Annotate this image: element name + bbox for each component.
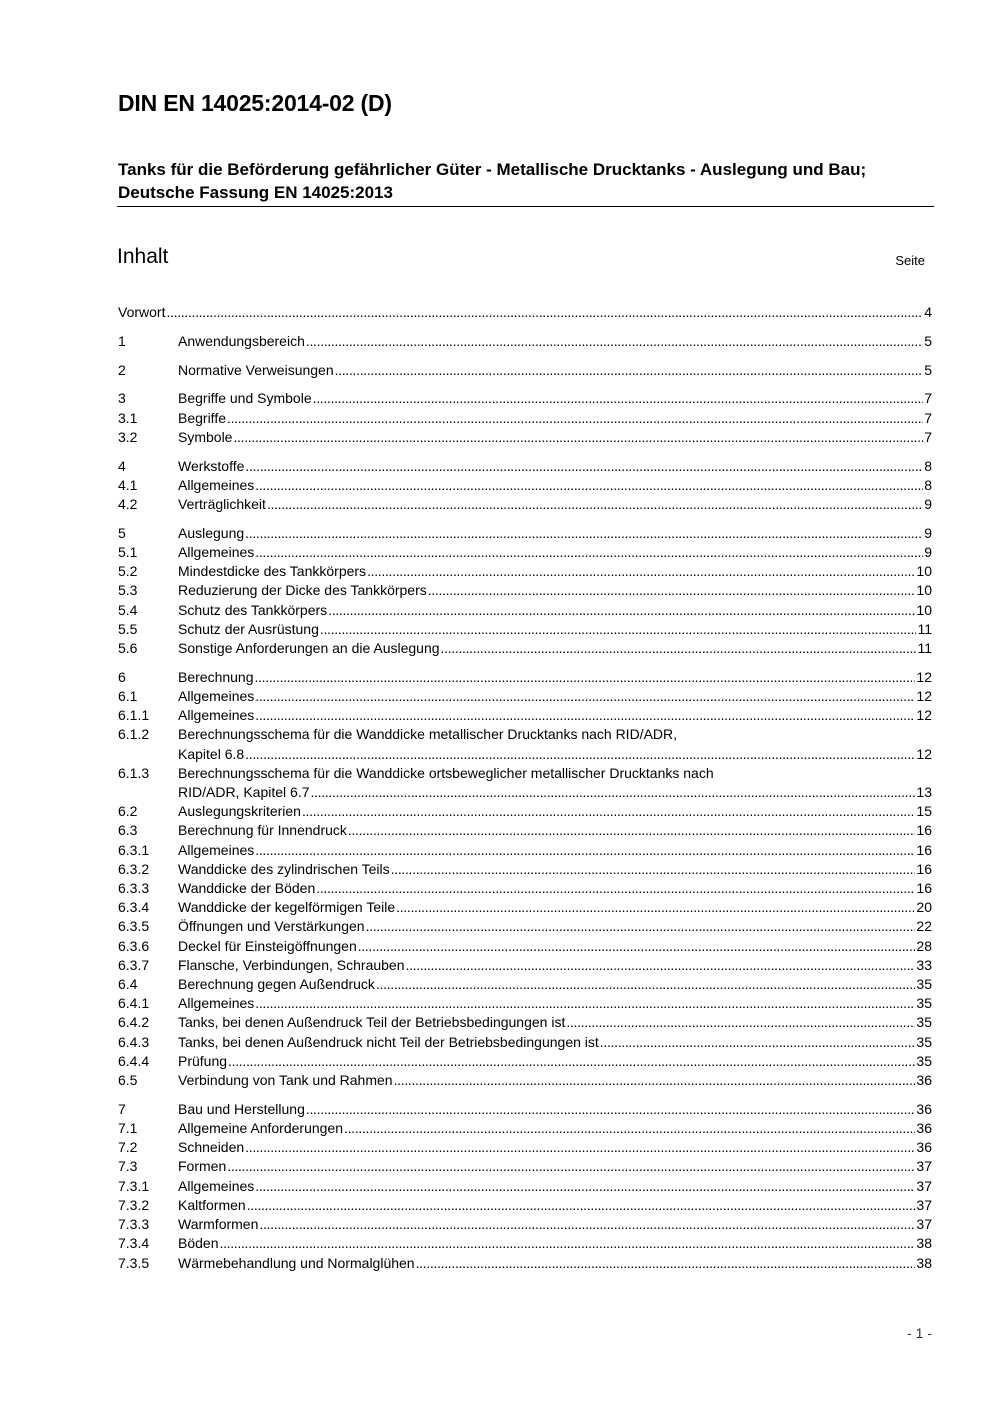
toc-dot-leader — [416, 1254, 916, 1273]
toc-entry[interactable] — [118, 706, 932, 725]
toc-dot-leader — [306, 332, 923, 351]
toc-entry-number: 7 — [118, 1100, 126, 1117]
toc-dot-leader — [255, 841, 915, 860]
toc-dot-leader — [313, 389, 924, 408]
toc-entry-title: Allgemeines — [178, 841, 255, 858]
toc-entry[interactable] — [118, 1013, 932, 1032]
toc-entry-page: 9 — [924, 524, 932, 541]
toc-dot-leader — [255, 706, 915, 725]
toc-entry[interactable] — [118, 1033, 932, 1052]
toc-entry-title: Allgemeines — [178, 476, 255, 493]
toc-entry-title: Schutz des Tankkörpers — [178, 601, 328, 618]
toc-entry[interactable] — [118, 994, 932, 1013]
toc-entry-title: Schneiden — [178, 1139, 245, 1156]
toc-dot-leader — [358, 937, 916, 956]
toc-entry-page: 35 — [916, 995, 932, 1012]
toc-entry-page: 8 — [924, 457, 932, 474]
document-title: DIN EN 14025:2014-02 (D) — [118, 90, 392, 116]
toc-entry-title: Wanddicke der Böden — [178, 880, 316, 897]
toc-entry-title: Berechnungsschema für die Wanddicke metallischer Drucktanks nach RID/ADR, — [178, 726, 678, 743]
toc-entry-page: 22 — [916, 918, 932, 935]
toc-entry-number: 6.4.3 — [118, 1033, 150, 1050]
toc-dot-leader — [335, 361, 924, 380]
toc-entry-title: Kaltformen — [178, 1196, 246, 1213]
toc-dot-leader — [219, 1234, 915, 1253]
document-subtitle: Tanks für die Beförderung gefährlicher Güter - Metallische Drucktanks - Auslegung und Bau; Deutsche Fassung EN 14025:2013 — [118, 160, 867, 202]
toc-entry-title: Berechnungsschema für die Wanddicke ortsbeweglicher metallischer Drucktanks nach — [178, 764, 714, 781]
toc-entry-title: Anwendungsbereich — [178, 332, 305, 349]
toc-entry-title: Begriffe und Symbole — [178, 390, 312, 407]
toc-dot-leader — [441, 639, 917, 658]
toc-entry[interactable] — [118, 687, 932, 706]
toc-dot-leader — [306, 1100, 916, 1119]
toc-entry-page: 7 — [924, 409, 932, 426]
toc-entry-page: 9 — [924, 544, 932, 560]
toc-entry[interactable] — [118, 802, 932, 821]
toc-entry[interactable] — [118, 1138, 932, 1157]
toc-entry-number: 6.1 — [118, 688, 138, 705]
toc-entry[interactable] — [118, 476, 932, 495]
toc-entry-page: 5 — [924, 332, 932, 349]
toc-entry[interactable] — [118, 1052, 932, 1071]
toc-entry-number: 7.3.4 — [118, 1235, 150, 1252]
toc-entry-title: Bau und Herstellung — [178, 1100, 305, 1117]
toc-entry-title: Allgemeines — [178, 707, 255, 724]
toc-entry-number: 7.3.2 — [118, 1196, 150, 1213]
toc-entry-page: 12 — [916, 745, 932, 762]
toc-dot-leader — [566, 1013, 915, 1032]
toc-entry-number: 6.5 — [118, 1072, 138, 1089]
toc-entry-number: 3.2 — [118, 428, 138, 445]
toc-entry-page: 37 — [916, 1196, 932, 1213]
toc-entry[interactable] — [118, 601, 932, 620]
toc-entry-title: Wanddicke der kegelförmigen Teile — [178, 899, 396, 916]
toc-dot-leader — [255, 668, 916, 687]
toc-dot-leader — [320, 620, 917, 639]
toc-entry-number: 7.3.1 — [118, 1177, 150, 1194]
toc-entry-page: 5 — [924, 361, 932, 378]
toc-entry-number: 6.4.2 — [118, 1014, 150, 1031]
toc-entry[interactable] — [118, 1234, 932, 1253]
toc-entry[interactable] — [118, 1100, 932, 1119]
toc-entry-page: 11 — [917, 640, 932, 657]
toc-entry-number: 5.3 — [118, 582, 138, 599]
toc-entry-title: Öffnungen und Verstärkungen — [178, 918, 365, 935]
toc-entry-number: 7.3.3 — [118, 1216, 150, 1233]
toc-entry-title: Flansche, Verbindungen, Schrauben — [178, 956, 405, 973]
toc-dot-leader — [245, 524, 923, 543]
toc-entry-title: Böden — [178, 1235, 219, 1252]
toc-entry[interactable] — [118, 764, 932, 802]
toc-entry-title: Allgemeines — [178, 995, 255, 1012]
toc-entry-number: 5.2 — [118, 563, 138, 580]
toc-entry-number: 7.3.5 — [118, 1254, 150, 1271]
toc-entry-number: 1 — [118, 332, 126, 349]
toc-entry-title: Wanddicke des zylindrischen Teils — [178, 860, 390, 877]
toc-entry[interactable] — [118, 620, 932, 639]
toc-dot-leader — [245, 457, 923, 476]
toc-entry-number: 6.3.3 — [118, 880, 150, 897]
toc-entry[interactable] — [118, 409, 932, 428]
toc-entry-page: 16 — [916, 880, 932, 897]
toc-entry-number: 6.3.1 — [118, 841, 150, 858]
toc-entry-number: 4.1 — [118, 476, 138, 493]
toc-entry-title: Deckel für Einsteigöffnungen — [178, 937, 357, 954]
toc-entry-title: Mindestdicke des Tankkörpers — [178, 563, 367, 580]
toc-entry-number: 6.3.6 — [118, 937, 150, 954]
toc-dot-leader — [428, 581, 916, 600]
toc-entry-title: Symbole — [178, 428, 233, 445]
toc-dot-leader — [348, 821, 916, 840]
toc-entry-title: Berechnung — [178, 668, 254, 685]
toc-entry[interactable] — [118, 821, 932, 840]
toc-entry-title: Werkstoffe — [178, 457, 245, 474]
toc-dot-leader — [255, 994, 915, 1013]
toc-entry-page: 10 — [916, 601, 932, 618]
toc-entry-title: Reduzierung der Dicke des Tankkörpers — [178, 582, 427, 599]
toc-entry-page: 15 — [916, 803, 932, 820]
toc-entry-number: 6.1.2 — [118, 726, 150, 743]
toc-entry[interactable] — [118, 361, 932, 380]
toc-dot-leader — [255, 1177, 915, 1196]
toc-entry-number: 6.3.2 — [118, 860, 150, 877]
toc-entry[interactable] — [118, 524, 932, 543]
toc-entry-title: Vorwort — [118, 304, 166, 320]
toc-entry[interactable] — [118, 428, 932, 447]
toc-entry-page: 8 — [924, 476, 932, 493]
toc-entry-number: 6.3 — [118, 822, 138, 839]
toc-entry-page: 35 — [916, 1052, 932, 1069]
toc-entry[interactable] — [118, 562, 932, 581]
toc-entry-number: 5.1 — [118, 544, 138, 560]
toc-entry[interactable] — [118, 668, 932, 687]
toc-dot-leader — [228, 1052, 915, 1071]
toc-dot-leader — [366, 917, 916, 936]
toc-entry[interactable] — [118, 975, 932, 994]
toc-entry-number: 6.3.7 — [118, 956, 150, 973]
toc-entry-title: Verbindung von Tank und Rahmen — [178, 1072, 393, 1089]
toc-entry[interactable] — [118, 303, 932, 322]
toc-entry-page: 36 — [916, 1139, 932, 1156]
toc-entry-number: 6.3.4 — [118, 899, 150, 916]
toc-entry[interactable] — [118, 725, 932, 763]
toc-entry-title: Auslegungskriterien — [178, 803, 301, 820]
toc-entry[interactable] — [118, 917, 932, 936]
toc-entry[interactable] — [118, 1119, 932, 1138]
toc-entry[interactable] — [118, 898, 932, 917]
toc-dot-leader — [255, 687, 915, 706]
toc-entry[interactable] — [118, 332, 932, 351]
toc-entry-title: Allgemeine Anforderungen — [178, 1120, 344, 1137]
toc-entry-page: 38 — [916, 1254, 932, 1271]
toc-entry-page: 36 — [916, 1120, 932, 1137]
toc-entry-number: 6.2 — [118, 803, 138, 820]
toc-entry-title-continuation: Kapitel 6.8 — [178, 745, 245, 762]
toc-dot-leader — [255, 476, 923, 495]
toc-entry-title: Begriffe — [178, 409, 226, 426]
toc-entry[interactable] — [118, 389, 932, 408]
toc-entry-title: Tanks, bei denen Außendruck nicht Teil der Betriebsbedingungen ist — [178, 1033, 599, 1050]
toc-dot-leader — [245, 745, 915, 764]
toc-entry-title: Schutz der Ausrüstung — [178, 620, 319, 637]
toc-entry-number: 5.5 — [118, 620, 138, 637]
toc-entry[interactable] — [118, 1254, 932, 1273]
toc-entry-title: Sonstige Anforderungen an die Auslegung — [178, 640, 440, 657]
toc-entry-page: 16 — [916, 860, 932, 877]
toc-dot-leader — [376, 975, 915, 994]
toc-entry[interactable] — [118, 879, 932, 898]
title-divider — [117, 206, 934, 207]
toc-entry-number: 4 — [118, 457, 126, 474]
toc-entry-page: 37 — [916, 1177, 932, 1194]
page-number: - 1 - — [907, 1325, 932, 1341]
toc-entry-page: 33 — [916, 956, 932, 973]
toc-dot-leader — [267, 495, 923, 514]
toc-entry-page: 9 — [924, 496, 932, 512]
toc-entry-page: 16 — [916, 822, 932, 839]
toc-entry-page: 7 — [924, 428, 932, 445]
toc-entry-title: Wärmebehandlung und Normalglühen — [178, 1254, 415, 1271]
toc-entry-number: 6.4 — [118, 976, 138, 993]
toc-entry[interactable] — [118, 1071, 932, 1090]
toc-entry-number: 7.3 — [118, 1158, 138, 1175]
toc-entry-number: 2 — [118, 361, 126, 378]
toc-entry-page: 16 — [916, 841, 932, 858]
toc-entry-page: 12 — [916, 707, 932, 724]
toc-entry-page: 35 — [916, 976, 932, 993]
toc-entry-title-continuation: RID/ADR, Kapitel 6.7 — [178, 784, 310, 801]
toc-entry-page: 13 — [916, 784, 932, 801]
toc-entry-page: 36 — [916, 1100, 932, 1117]
toc-entry-title: Allgemeines — [178, 544, 255, 560]
toc-dot-leader — [396, 898, 915, 917]
toc-dot-leader — [344, 1119, 915, 1138]
toc-entry-number: 6.3.5 — [118, 918, 150, 935]
toc-entry-page: 10 — [916, 563, 932, 580]
toc-entry-page: 10 — [916, 582, 932, 599]
toc-entry-number: 6.1.1 — [118, 707, 150, 724]
toc-dot-leader — [406, 956, 916, 975]
toc-entry-title: Auslegung — [178, 524, 245, 541]
toc-entry-number: 5.6 — [118, 640, 138, 657]
toc-entry[interactable] — [118, 1196, 932, 1215]
toc-dot-leader — [233, 428, 923, 447]
toc-entry-page: 36 — [916, 1072, 932, 1089]
toc-entry-number: 7.1 — [118, 1120, 138, 1137]
toc-entry-page: 20 — [916, 899, 932, 916]
toc-entry-number: 3.1 — [118, 409, 138, 426]
toc-entry-title: Tanks, bei denen Außendruck Teil der Betriebsbedingungen ist — [178, 1014, 566, 1031]
toc-entry-number: 6.1.3 — [118, 764, 150, 781]
toc-entry-number: 4.2 — [118, 496, 138, 512]
toc-page-column-label: Seite — [895, 253, 925, 268]
toc-entry[interactable] — [118, 495, 932, 514]
toc-entry[interactable] — [118, 860, 932, 879]
toc-entry-page: 11 — [917, 620, 932, 637]
toc-dot-leader — [259, 1215, 915, 1234]
toc-entry-number: 6.4.4 — [118, 1052, 150, 1069]
toc-dot-leader — [316, 879, 915, 898]
toc-entry[interactable] — [118, 841, 932, 860]
toc-entry-page: 12 — [916, 688, 932, 705]
toc-entry-number: 6.4.1 — [118, 995, 150, 1012]
toc-heading: Inhalt — [117, 245, 169, 268]
toc-entry-title: Normative Verweisungen — [178, 361, 334, 378]
toc-entry[interactable] — [118, 1157, 932, 1176]
toc-entry-title: Allgemeines — [178, 1177, 255, 1194]
toc-dot-leader — [166, 303, 923, 322]
toc-entry-title: Allgemeines — [178, 688, 255, 705]
toc-entry[interactable] — [118, 581, 932, 600]
toc-dot-leader — [328, 601, 915, 620]
toc-entry[interactable] — [118, 1177, 932, 1196]
toc-dot-leader — [391, 860, 916, 879]
toc-entry[interactable] — [118, 639, 932, 658]
toc-entry-page: 35 — [916, 1033, 932, 1050]
table-of-contents — [118, 303, 932, 1273]
toc-entry-title: Berechnung für Innendruck — [178, 822, 347, 839]
toc-entry[interactable] — [118, 937, 932, 956]
toc-dot-leader — [600, 1033, 916, 1052]
toc-entry-number: 3 — [118, 390, 126, 407]
toc-entry[interactable] — [118, 956, 932, 975]
toc-dot-leader — [245, 1138, 915, 1157]
toc-entry[interactable] — [118, 457, 932, 476]
toc-entry-title: Berechnung gegen Außendruck — [178, 976, 375, 993]
toc-entry-page: 12 — [916, 668, 932, 685]
toc-entry-page: 4 — [924, 304, 932, 320]
toc-dot-leader — [227, 1157, 915, 1176]
toc-dot-leader — [394, 1071, 916, 1090]
toc-entry[interactable] — [118, 543, 932, 562]
toc-entry-page: 38 — [916, 1235, 932, 1252]
toc-entry-number: 7.2 — [118, 1139, 138, 1156]
toc-entry-title: Warmformen — [178, 1216, 259, 1233]
toc-entry[interactable] — [118, 1215, 932, 1234]
toc-entry-number: 6 — [118, 668, 126, 685]
toc-entry-page: 37 — [916, 1216, 932, 1233]
toc-dot-leader — [247, 1196, 916, 1215]
toc-entry-number: 5.4 — [118, 601, 138, 618]
toc-entry-title: Prüfung — [178, 1052, 228, 1069]
toc-dot-leader — [227, 409, 923, 428]
toc-entry-title: Verträglichkeit — [178, 496, 266, 512]
toc-entry-page: 7 — [924, 390, 932, 407]
toc-entry-page: 28 — [916, 937, 932, 954]
toc-entry-title: Formen — [178, 1158, 227, 1175]
toc-dot-leader — [367, 562, 915, 581]
toc-entry-page: 35 — [916, 1014, 932, 1031]
toc-dot-leader — [302, 802, 915, 821]
toc-dot-leader — [255, 543, 923, 562]
toc-entry-number: 5 — [118, 524, 126, 541]
toc-dot-leader — [311, 783, 916, 802]
toc-entry-page: 37 — [916, 1158, 932, 1175]
